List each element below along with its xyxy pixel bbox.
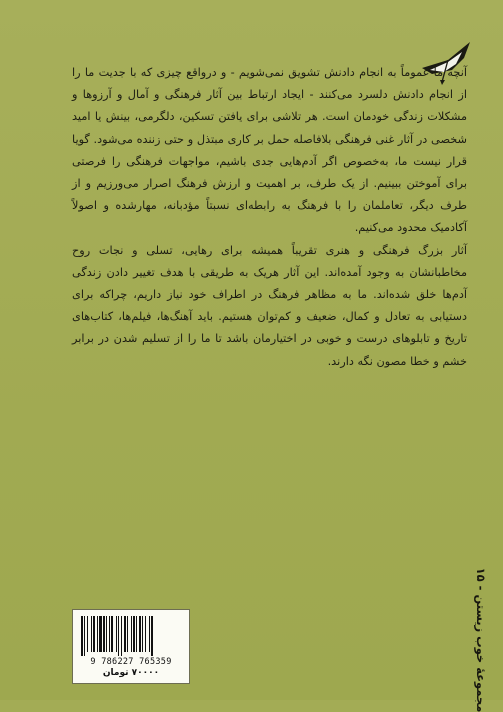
series-title: مجموعهٔ خوب زیستن - ۱۵ [474, 567, 488, 712]
isbn-number: 9 786227 765359 [90, 657, 172, 667]
blurb-text [72, 62, 467, 373]
price-label: ۷۰۰۰۰ تومان [102, 668, 160, 678]
blurb-paragraph: آنچه ما عموماً به انجام دادنش تشویق نمی‌شویم - و درواقع چیزی که با جدیت ما را از انجام دادنش دلسرد می‌کنند - ایجاد ارتباط بین آثار فرهنگی و آمال و آرزوها و مشکلات زندگی خودمان است. هر تلاشی برای یافتن تسکین، دلگرمی، بینش یا امید شخصی در آثار غنی فرهنگی بلافاصله حمل بر کاری مبتذل و حتی زننده می‌شود. گویا قرار نیست ما، به‌خصوص اگر آدم‌هایی جدی باشیم، مواجهات فرهنگی را فرصتی برای آموختن ببینیم. از یک طرف، بر اهمیت و ارزش فرهنگ اصرار می‌ورزیم و از طرف دیگر، تعاملمان را با فرهنگ به رابطه‌ای نسبتاً مؤدبانه، مهارشده و اصولاً آکادمیک محدود می‌کنیم. [72, 66, 467, 235]
barcode-label [72, 609, 190, 684]
blurb-paragraph: آثار بزرگ فرهنگی و هنری تقریباً همیشه برای رهایی، تسلی و نجات روح مخاطبانشان به وجود آمده‌اند. این آثار هریک به طریقی با هدف تغییر دادن زندگی آدم‌ها خلق شده‌اند. ما به مظاهر فرهنگ در اطراف خود نیاز داریم، چراکه برای دستیابی به تعادل و کمال، ضعیف و کم‌توان هستیم. باید آهنگ‌ها، فیلم‌ها، کتاب‌های تاریخ و تابلوهای درست و خوبی در اختیارمان باشد تا ما را از تسلیم شدن در برابر خشم و خطا مصون نگه دارند. [72, 243, 467, 368]
series-label [461, 567, 501, 712]
barcode-icon [79, 616, 183, 656]
